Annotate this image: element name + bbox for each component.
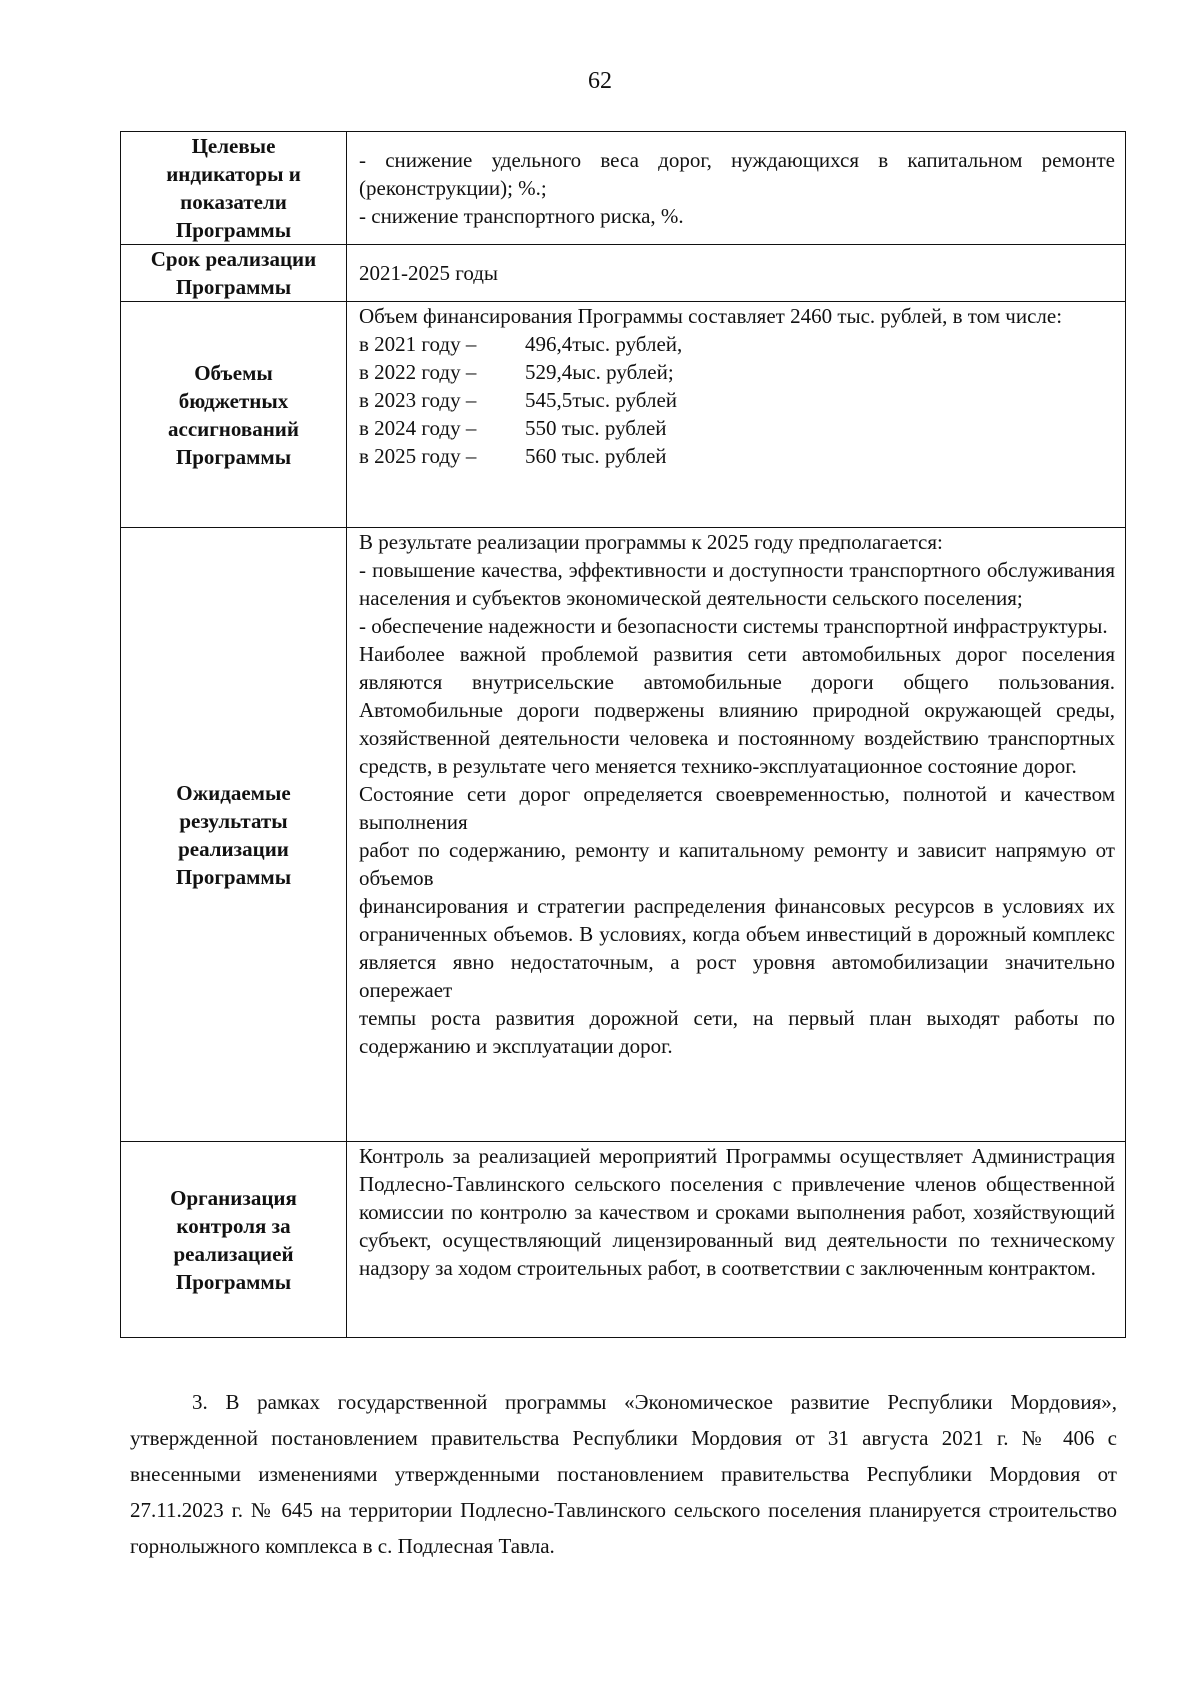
budget-amount: 496,4тыс. рублей, [525, 332, 683, 356]
table-row-budget [121, 302, 1126, 528]
row-value-budget [347, 302, 1126, 528]
budget-intro: Объем финансирования Программы составляет 2460 тыс. рублей, в том числе: [359, 304, 1063, 328]
control-paragraph: Контроль за реализацией мероприятий Программы осуществляет Администрация Подлесно-Тавлинского сельского поселения с привлечение членов общественной комиссии по контролю за качеством и сроками выполнения работ, хозяйствующий субъект, осуществляющий лицензированный вид деятельности по техническому надзору за ходом строительных работ, в соответствии с заключенным контрактом. [359, 1144, 1115, 1280]
indicator-item: - снижение транспортного риска, %. [359, 204, 684, 228]
table-row-control [121, 1142, 1126, 1338]
budget-year-row [359, 442, 1115, 470]
indicator-item: - снижение удельного веса дорог, нуждающихся в капитальном ремонте (реконструкции); %.; [359, 148, 1115, 200]
label-line: Срок реализации [150, 247, 317, 271]
label-line: показатели [180, 190, 287, 214]
budget-amount: 550 тыс. рублей [525, 416, 667, 440]
label-line: результаты [179, 808, 288, 833]
row-value-target-indicators [347, 132, 1126, 245]
result-paragraph: темпы роста развития дорожной сети, на первый план выходят работы по содержанию и эксплуатации дорог. [359, 1006, 1115, 1058]
label-line: Программы [175, 275, 292, 299]
row-label-budget [121, 302, 347, 528]
table-row-target-indicators [121, 132, 1126, 245]
result-paragraph: - обеспечение надежности и безопасности системы транспортной инфраструктуры. [359, 614, 1108, 638]
table-row-expected-results [121, 528, 1126, 1142]
label-line: бюджетных [178, 388, 289, 413]
label-line: контроля за [176, 1213, 291, 1238]
label-line: ассигнований [168, 416, 299, 441]
budget-year: в 2021 году – [359, 332, 477, 356]
result-paragraph: В результате реализации программы к 2025 году предполагается: [359, 530, 943, 554]
budget-year-row [359, 386, 1115, 414]
program-passport-table [120, 131, 1126, 1338]
budget-year-row [359, 330, 1115, 358]
budget-year-row [359, 414, 1115, 442]
label-line: реализацией [173, 1241, 294, 1266]
row-label-term [121, 245, 347, 302]
label-line: Целевые [191, 134, 276, 158]
row-value-control [347, 1142, 1126, 1338]
result-paragraph: - повышение качества, эффективности и доступности транспортного обслуживания населения и субъектов экономической деятельности сельского поселения; [359, 558, 1115, 610]
result-paragraph: работ по содержанию, ремонту и капитальному ремонту и зависит напрямую от объемов [359, 838, 1115, 890]
budget-year: в 2024 году – [359, 416, 477, 440]
budget-year: в 2023 году – [359, 388, 477, 412]
result-paragraph: Состояние сети дорог определяется своевременностью, полнотой и качеством выполнения [359, 782, 1115, 834]
budget-amount: 529,4ыс. рублей; [525, 360, 674, 384]
budget-amount: 560 тыс. рублей [525, 444, 667, 468]
label-line: Программы [175, 1269, 292, 1294]
budget-year: в 2022 году – [359, 360, 477, 384]
label-line: Ожидаемые [176, 780, 291, 805]
term-value: 2021-2025 годы [359, 261, 499, 285]
page-number: 62 [588, 68, 612, 94]
label-line: Программы [175, 864, 292, 889]
row-label-expected-results [121, 528, 347, 1142]
table-row-term [121, 245, 1126, 302]
result-paragraph: финансирования и стратегии распределения финансовых ресурсов в условиях их ограниченных объемов. В условиях, когда объем инвестиций в дорожный комплекс является явно недостаточным, а рост уровня автомобилизации значительно опережает [359, 894, 1115, 1002]
budget-amount: 545,5тыс. рублей [525, 388, 678, 412]
label-line: индикаторы и [166, 162, 301, 186]
result-paragraph: Наиболее важной проблемой развития сети автомобильных дорог поселения являются внутрисельские автомобильные дороги общего пользования. Автомобильные дороги подвержены влиянию природной окружающей среды, хозяйственной деятельности человека и постоянному воздействию транспортных средств, в результате чего меняется технико-эксплуатационное состояние дорог. [359, 642, 1115, 778]
body-paragraph-3: 3. В рамках государственной программы «Экономическое развитие Республики Мордовия», утвержденной постановлением правительства Республики Мордовия от 31 августа 2021 г. № 406 с внесенными изменениями утвержденными постановлением правительства Республики Мордовия от 27.11.2023 г. № 645 на территории Подлесно-Тавлинского сельского поселения планируется строительство горнолыжного комплекса в с. Подлесная Тавла. [130, 1390, 1117, 1558]
row-value-expected-results [347, 528, 1126, 1142]
row-label-control [121, 1142, 347, 1338]
label-line: Программы [175, 444, 292, 469]
budget-year: в 2025 году – [359, 444, 477, 468]
row-label-target-indicators [121, 132, 347, 245]
label-line: Программы [175, 218, 292, 242]
label-line: Организация [170, 1185, 297, 1210]
label-line: Объемы [194, 360, 273, 385]
budget-year-row [359, 358, 1115, 386]
row-value-term [347, 245, 1126, 302]
label-line: реализации [178, 836, 289, 861]
